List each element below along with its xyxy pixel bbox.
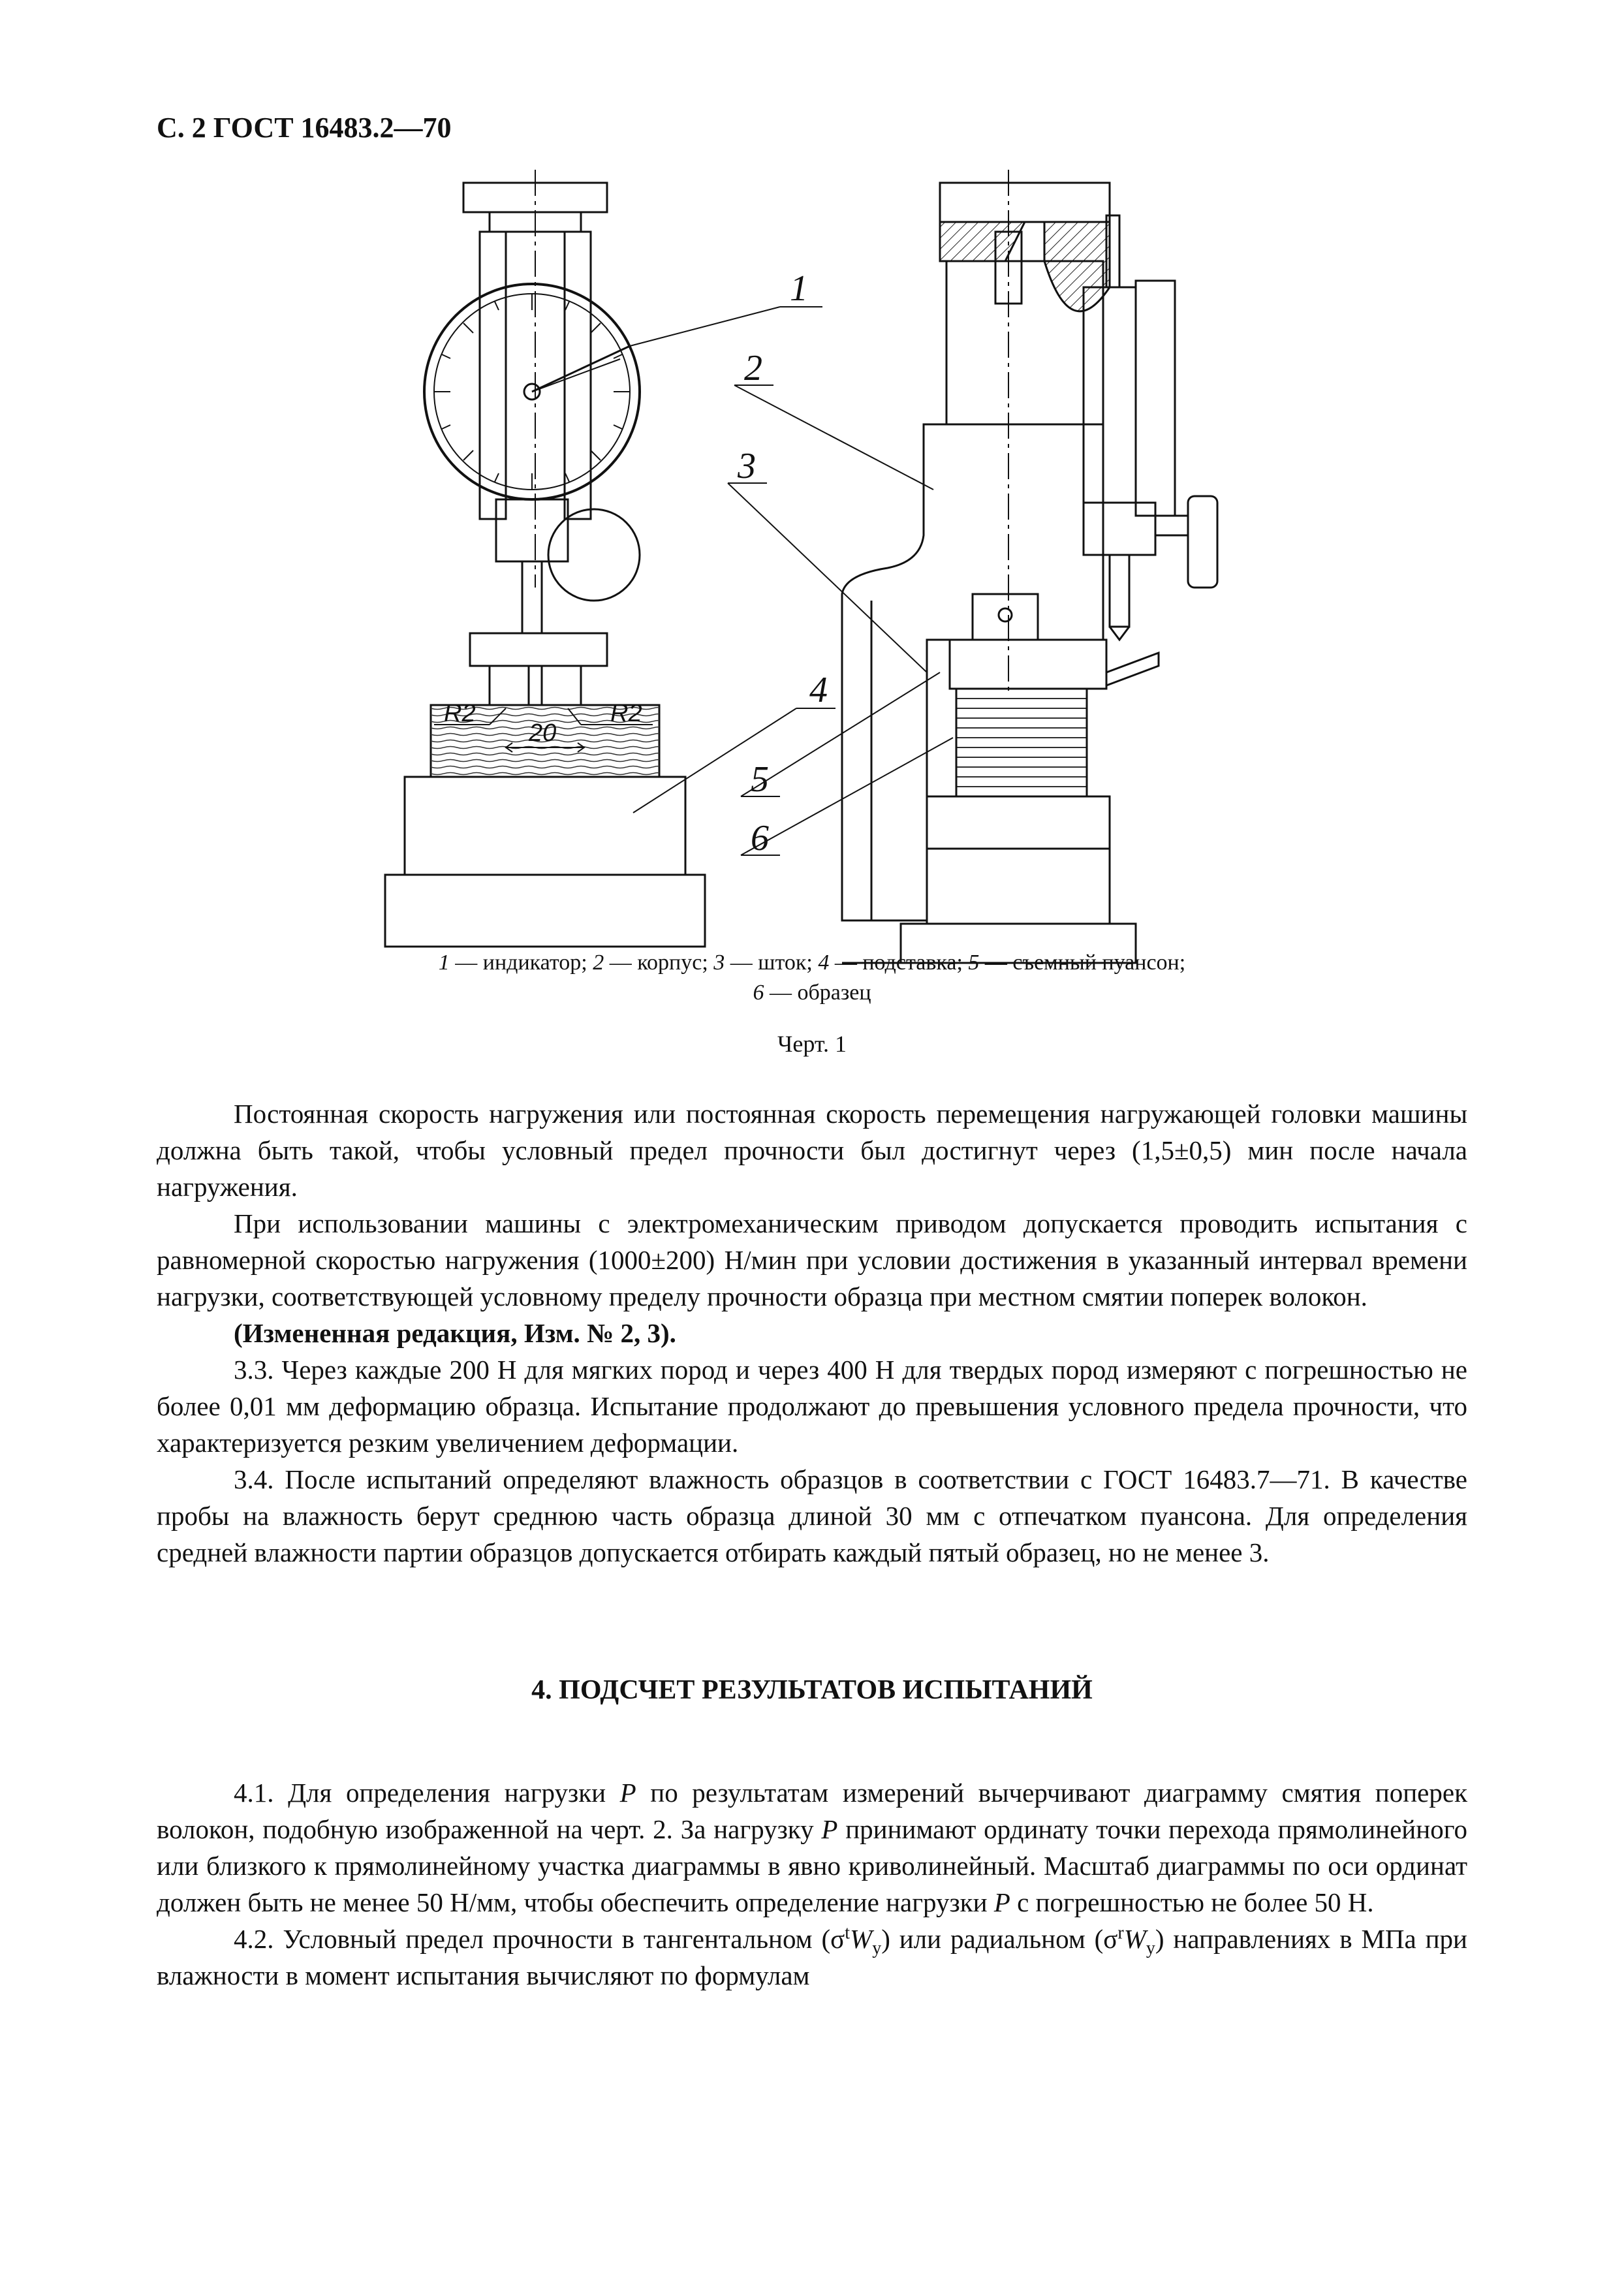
p42-text-b: ) или радиальном (σ bbox=[881, 1924, 1118, 1954]
p41-text-a: 4.1. Для определения нагрузки bbox=[234, 1778, 620, 1808]
p41-var-p: P bbox=[619, 1778, 636, 1808]
body-text-bottom bbox=[157, 1774, 1467, 1994]
callout-5: 5 bbox=[751, 759, 769, 800]
p42-text-a: 4.2. Условный предел прочности в тангентальном (σ bbox=[234, 1924, 845, 1954]
page-header: С. 2 ГОСТ 16483.2—70 bbox=[157, 112, 452, 144]
legend-text-3: — шток; bbox=[725, 951, 819, 975]
p42-sup-r: r bbox=[1117, 1923, 1124, 1943]
p41-text-b: по результатам измерений вычерчивают диаграмму смятия поперек волокон, подобную изображенной на черт. 2. За нагрузку bbox=[157, 1778, 1467, 1844]
dim-r-right: R2 bbox=[610, 700, 642, 727]
legend-num-1: 1 bbox=[438, 951, 450, 975]
p41-text-d: с погрешностью не более 50 Н. bbox=[1010, 1887, 1374, 1917]
p41-text-c: принимают ординату точки перехода прямолинейного или близкого к прямолинейному участка диаграммы в явно криволинейный. Масштаб диаграммы по оси ординат должен быть не менее 50 Н/мм, чтобы обеспечить определение нагрузки bbox=[157, 1814, 1467, 1917]
p42-sub-y: y bbox=[1146, 1938, 1155, 1959]
callout-1: 1 bbox=[790, 268, 808, 309]
callout-6: 6 bbox=[751, 818, 769, 858]
section-title: 4. ПОДСЧЕТ РЕЗУЛЬТАТОВ ИСПЫТАНИЙ bbox=[531, 1675, 1093, 1705]
legend-text-5: — съемный пуансон; bbox=[979, 951, 1186, 975]
p42-sup-t: t bbox=[845, 1923, 851, 1943]
p42-sub-y: y bbox=[872, 1938, 882, 1959]
paragraph-electromech: При использовании машины с электромеханическим приводом допускается проводить испытания с равномерной скоростью нагружения (1000±200) Н/мин при условии достижения в указанный интервал времени нагрузки, соответствующей условному пределу прочности образца при местном смятии поперек волокон. bbox=[157, 1208, 1467, 1312]
p41-var-p: P bbox=[993, 1887, 1010, 1917]
legend-num-3: 3 bbox=[713, 951, 725, 975]
dim-width: 20 bbox=[529, 719, 557, 747]
paragraph-4-1 bbox=[157, 1774, 1467, 1921]
legend-text-6: — образец bbox=[764, 981, 871, 1005]
legend-text-2: — корпус; bbox=[604, 951, 714, 975]
paragraph-4-2 bbox=[157, 1921, 1467, 1994]
callout-3: 3 bbox=[738, 446, 756, 486]
figure-caption: Черт. 1 bbox=[777, 1031, 847, 1057]
legend-text-4: — подставка; bbox=[829, 951, 969, 975]
legend-num-6: 6 bbox=[753, 981, 764, 1005]
legend-num-4: 4 bbox=[818, 951, 830, 975]
p42-var-w: W bbox=[1123, 1924, 1146, 1954]
figure-legend bbox=[0, 948, 1624, 1008]
p42-var-w: W bbox=[850, 1924, 873, 1954]
body-text-top bbox=[157, 1095, 1467, 1571]
p41-var-p: P bbox=[821, 1814, 838, 1844]
paragraph-3-4: 3.4. После испытаний определяют влажность образцов в соответствии с ГОСТ 16483.7—71. В качестве пробы на влажность берут среднюю часть образца длиной 30 мм с отпечатком пуансона. Для определения средней влажности партии образцов допускается отбирать каждый пятый образец, но не менее 3. bbox=[157, 1464, 1467, 1567]
legend-text-1: — индикатор; bbox=[449, 951, 593, 975]
device-drawing bbox=[366, 170, 1279, 973]
legend-num-5: 5 bbox=[968, 951, 980, 975]
paragraph-loading-rate: Постоянная скорость нагружения или постоянная скорость перемещения нагружающей головки машины должна быть такой, чтобы условный предел прочности был достигнут через (1,5±0,5) мин после начала нагружения. bbox=[157, 1099, 1467, 1202]
legend-num-2: 2 bbox=[593, 951, 604, 975]
paragraph-3-3: 3.3. Через каждые 200 Н для мягких пород и через 400 Н для твердых пород измеряют с погрешностью не более 0,01 мм деформацию образца. Испытание продолжают до превышения условного предела прочности, что характеризуется резким увеличением деформации. bbox=[157, 1355, 1467, 1458]
dim-r-left: R2 bbox=[444, 700, 476, 727]
callout-4: 4 bbox=[809, 670, 828, 710]
paragraph-amendment: (Измененная редакция, Изм. № 2, 3). bbox=[234, 1318, 676, 1348]
p42-text-c: ) направлениях в МПа при влажности в момент испытания вычисляют по формулам bbox=[157, 1924, 1467, 1990]
callout-2: 2 bbox=[744, 348, 762, 388]
